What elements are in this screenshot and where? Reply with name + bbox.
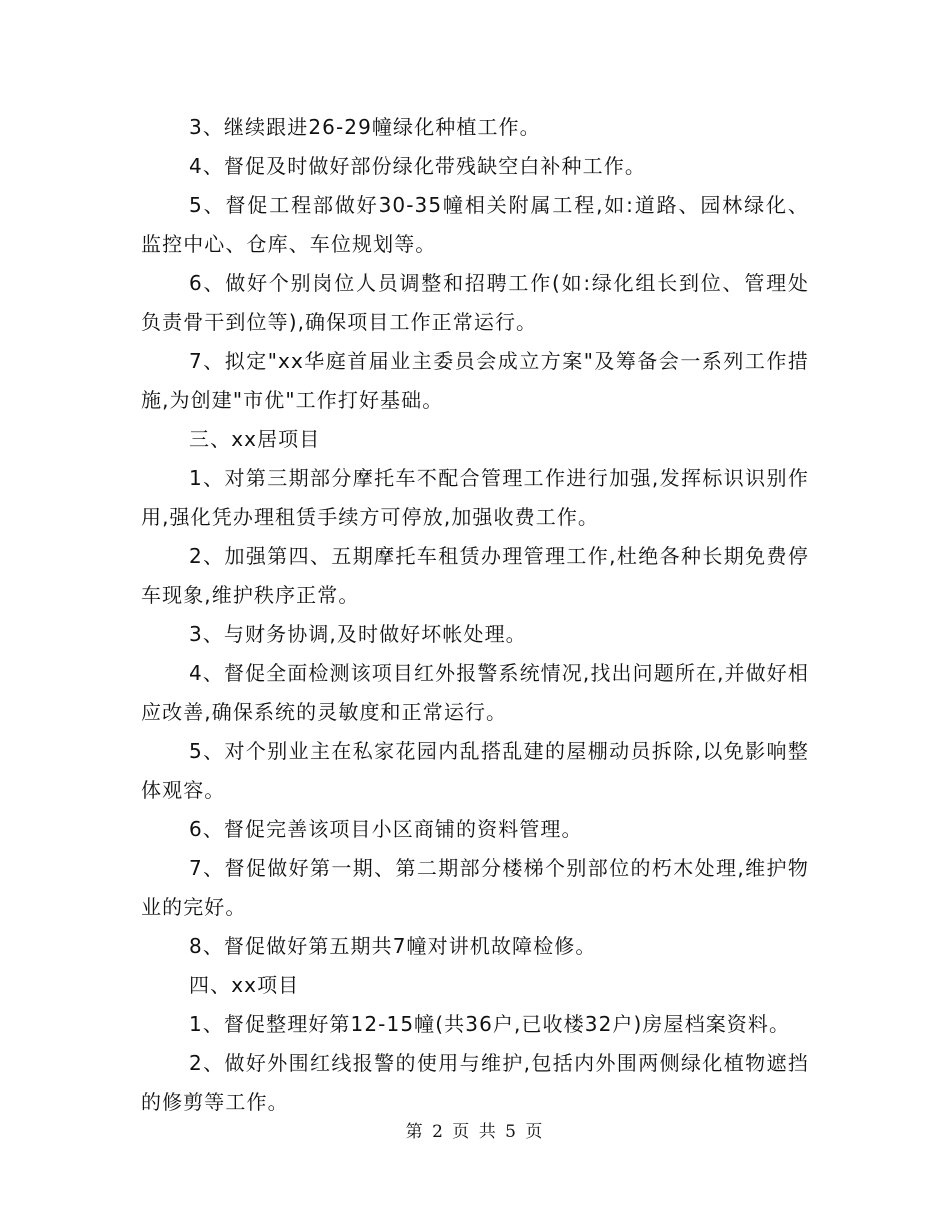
paragraph: 3、继续跟进26-29幢绿化种植工作。 bbox=[189, 115, 541, 139]
paragraph: 2、做好外围红线报警的使用与维护,包括内外围两侧绿化植物遮挡的修剪等工作。 bbox=[141, 1051, 809, 1114]
page-number-footer: 第 2 页 共 5 页 bbox=[405, 1122, 545, 1142]
paragraph: 1、督促整理好第12-15幢(共36户,已收楼32户)房屋档案资料。 bbox=[189, 1012, 791, 1036]
paragraph: 7、拟定"xx华庭首届业主委员会成立方案"及筹备会一系列工作措施,为创建"市优"工作打好基础。 bbox=[141, 349, 809, 412]
paragraph: 8、督促做好第五期共7幢对讲机故障检修。 bbox=[189, 934, 597, 958]
paragraph: 4、督促及时做好部份绿化带残缺空白补种工作。 bbox=[189, 154, 646, 178]
section-heading: 四、xx项目 bbox=[189, 973, 300, 997]
paragraph: 5、对个别业主在私家花园内乱搭乱建的屋棚动员拆除,以免影响整体观容。 bbox=[141, 739, 809, 802]
section-heading: 三、xx居项目 bbox=[189, 427, 321, 451]
paragraph: 4、督促全面检测该项目红外报警系统情况,找出问题所在,并做好相应改善,确保系统的灵敏度和正常运行。 bbox=[141, 661, 809, 724]
paragraph: 6、督促完善该项目小区商铺的资料管理。 bbox=[189, 817, 583, 841]
paragraph: 6、做好个别岗位人员调整和招聘工作(如:绿化组长到位、管理处负责骨干到位等),确保项目工作正常运行。 bbox=[141, 271, 809, 334]
paragraph: 7、督促做好第一期、第二期部分楼梯个别部位的朽木处理,维护物业的完好。 bbox=[141, 856, 809, 919]
paragraph: 1、对第三期部分摩托车不配合管理工作进行加强,发挥标识识别作用,强化凭办理租赁手续方可停放,加强收费工作。 bbox=[141, 466, 809, 529]
paragraph: 5、督促工程部做好30-35幢相关附属工程,如:道路、园林绿化、监控中心、仓库、车位规划等。 bbox=[141, 193, 809, 256]
paragraph: 2、加强第四、五期摩托车租赁办理管理工作,杜绝各种长期免费停车现象,维护秩序正常。 bbox=[141, 544, 809, 607]
document-body bbox=[141, 108, 809, 1122]
paragraph: 3、与财务协调,及时做好坏帐处理。 bbox=[189, 622, 527, 646]
